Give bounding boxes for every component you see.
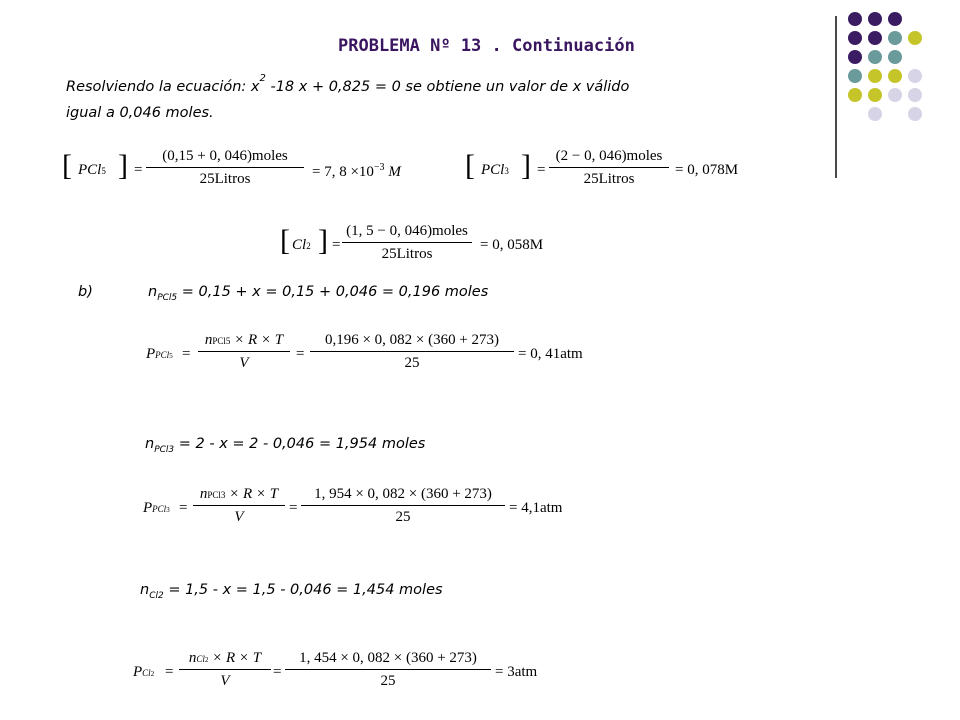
- decorative-dot: [888, 88, 902, 102]
- decorative-dot: [868, 69, 882, 83]
- decorative-dot: [868, 31, 882, 45]
- pcl3-denominator: 25Litros: [583, 171, 635, 187]
- intro-line2: igual a 0,046 moles.: [66, 104, 214, 121]
- decorative-dot: [848, 69, 862, 83]
- intro-part2: -18 x + 0,825 = 0 se obtiene un valor de x válido: [265, 78, 630, 95]
- intro-exponent: 2: [259, 73, 266, 84]
- cl2-denominator: 25Litros: [381, 246, 433, 262]
- n-pcl5-line: $n_{PCl5} = 0,15 + x = 0,15 + 0,046 = 0,196$ moles: [148, 284, 489, 303]
- equation-p-pcl5: PPCl5 = nPCl5 × R × T V = $\frac{0,196 \times 0, 082 \times (360 + 273)}{25}$ = 0, 41atm: [146, 332, 583, 371]
- intro-text: [66, 70, 778, 126]
- decorative-dot: [888, 31, 902, 45]
- decorative-dot: [908, 31, 922, 45]
- decorative-dot: [848, 31, 862, 45]
- page-title: PROBLEMA Nº 13 . Continuación: [338, 36, 635, 56]
- decorative-dot: [868, 50, 882, 64]
- decorative-dot: [848, 50, 862, 64]
- divider-line: [835, 16, 837, 178]
- equation-p-pcl3: PPCl3 = nPCl3 × R × T V = $\frac{1, 954 \times 0, 082 \times (360 + 273)}{25}$ = 4,1atm: [143, 486, 563, 525]
- decorative-dot: [908, 107, 922, 121]
- equation-pcl5: [ PCl5 ] = (0,15 + 0, 046)moles 25Litros = 7, $8 \times 10^{-3}$ M: [62, 148, 401, 187]
- part-b-line: [78, 284, 93, 300]
- part-b-label: b): [78, 284, 93, 300]
- cl2-numerator: (1, 5 − 0, 046)moles: [342, 223, 472, 243]
- n-pcl3-line: $n_{PCl3} = 2 - x = 2 - 0,046 = 1,954$ moles: [145, 436, 426, 455]
- decorative-dot: [888, 12, 902, 26]
- intro-part1: Resolviendo la ecuación: x: [66, 78, 260, 95]
- n-cl2-line: $n_{Cl2} = 1,5 - x = 1,5 - 0,046 = 1,454$ moles: [140, 582, 443, 601]
- decorative-dot: [868, 88, 882, 102]
- decorative-dots: [848, 12, 948, 162]
- decorative-dot: [888, 69, 902, 83]
- decorative-dot: [848, 12, 862, 26]
- pcl5-denominator: 25Litros: [199, 171, 251, 187]
- equation-cl2: [ Cl2 ] = (1, 5 − 0, 046)moles 25Litros = 0, 058M: [280, 223, 544, 262]
- decorative-dot: [888, 50, 902, 64]
- equation-pcl3: [ PCl3 ] = (2 − 0, 046)moles 25Litros = 0, 078M: [465, 148, 739, 187]
- decorative-dot: [868, 107, 882, 121]
- decorative-dot: [848, 88, 862, 102]
- pcl5-numerator: (0,15 + 0, 046)moles: [146, 148, 304, 168]
- decorative-dot: [908, 88, 922, 102]
- decorative-dot: [868, 12, 882, 26]
- equation-p-cl2: PCl2 = nCl2 × R × T V = $\frac{1, 454 \times 0, 082 \times (360 + 273)}{25}$ = 3atm: [133, 650, 538, 689]
- decorative-dot: [908, 69, 922, 83]
- pcl3-numerator: (2 − 0, 046)moles: [549, 148, 669, 168]
